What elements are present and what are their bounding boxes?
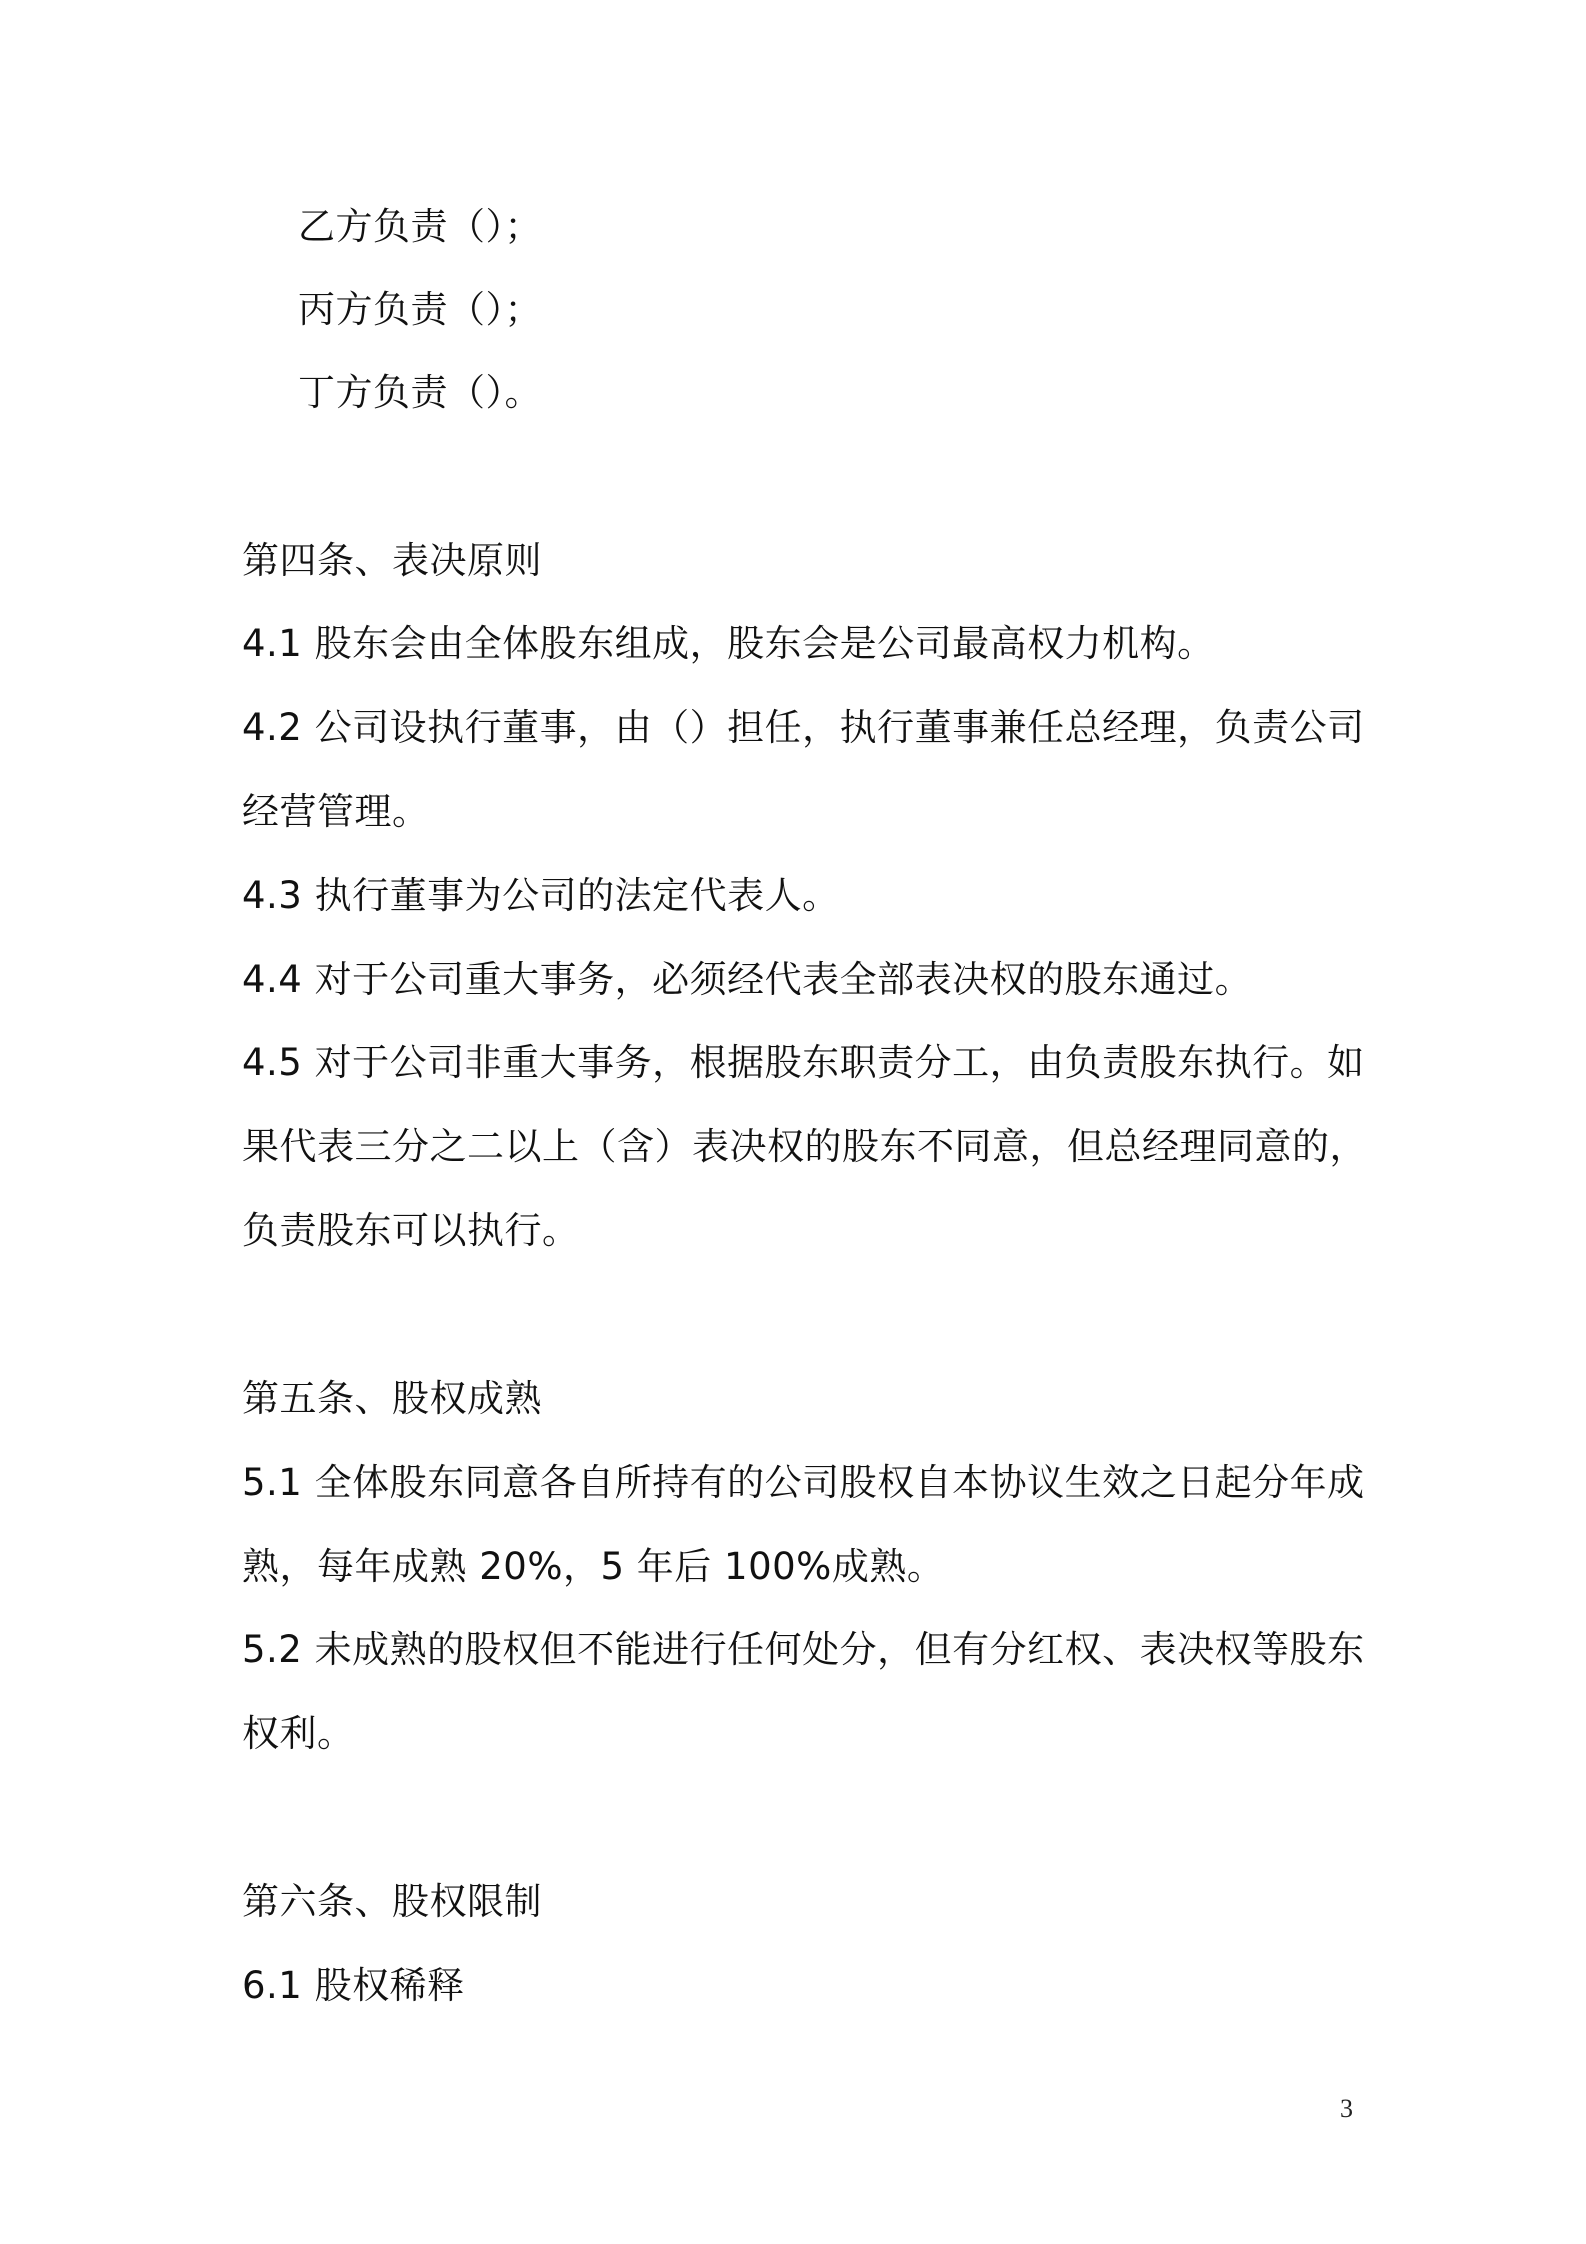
paragraph-line: 负责股东可以执行。 [242, 1209, 580, 1252]
paragraph-line: 4.4 对于公司重大事务，必须经代表全部表决权的股东通过。 [242, 958, 1253, 1001]
paragraph-line: 6.1 股权稀释 [242, 1964, 465, 2007]
article-heading: 第五条、股权成熟 [242, 1377, 542, 1420]
paragraph-line: 4.1 股东会由全体股东组成，股东会是公司最高权力机构。 [242, 622, 1215, 665]
article-heading: 第四条、表决原则 [242, 539, 542, 582]
paragraph-line: 4.2 公司设执行董事，由（）担任，执行董事兼任总经理，负责公司 [242, 706, 1365, 749]
paragraph-line: 经营管理。 [242, 790, 430, 833]
paragraph-line: 熟，每年成熟 20%，5 年后 100%成熟。 [242, 1545, 945, 1588]
paragraph-line: 5.2 未成熟的股权但不能进行任何处分，但有分红权、表决权等股东 [242, 1628, 1365, 1671]
article-heading: 第六条、股权限制 [242, 1880, 542, 1923]
paragraph-line: 权利。 [242, 1712, 355, 1755]
responsibility-line: 丁方负责（）。 [298, 371, 542, 414]
page-number: 3 [1340, 2094, 1353, 2123]
paragraph-line: 5.1 全体股东同意各自所持有的公司股权自本协议生效之日起分年成 [242, 1461, 1365, 1504]
paragraph-line: 4.3 执行董事为公司的法定代表人。 [242, 874, 840, 917]
responsibility-line: 乙方负责（）； [298, 205, 542, 248]
responsibility-line: 丙方负责（）； [298, 288, 542, 331]
paragraph-line: 4.5 对于公司非重大事务，根据股东职责分工，由负责股东执行。如 [242, 1041, 1365, 1084]
paragraph-line: 果代表三分之二以上（含）表决权的股东不同意，但总经理同意的， [242, 1125, 1367, 1168]
